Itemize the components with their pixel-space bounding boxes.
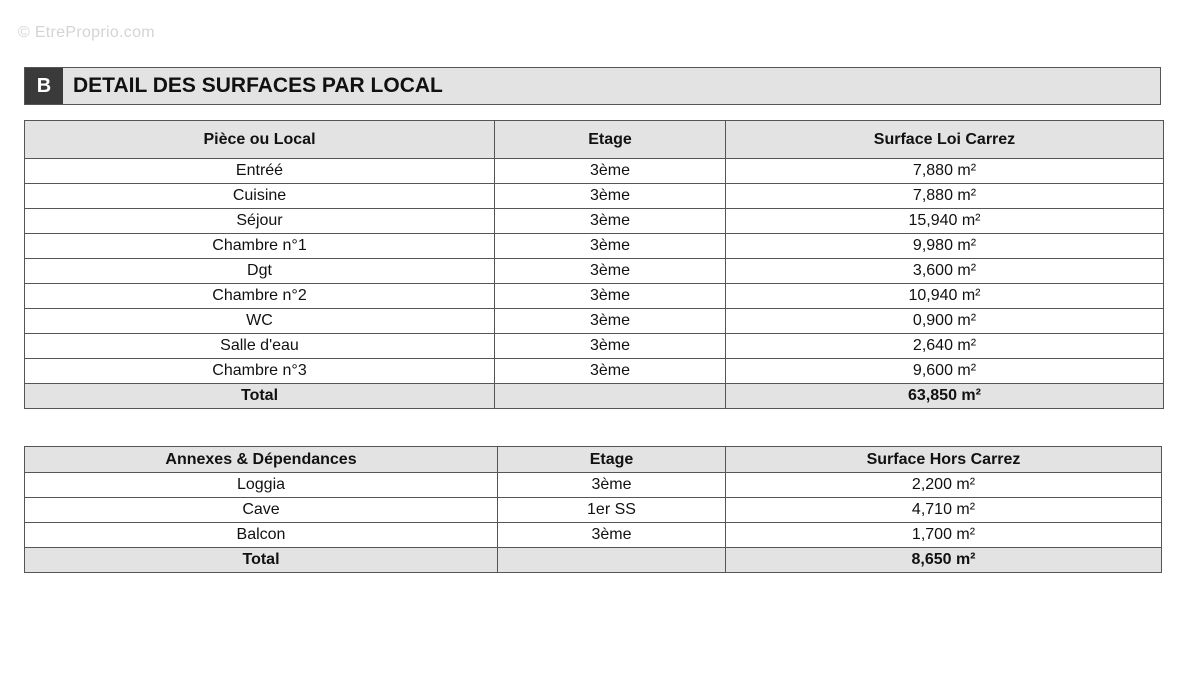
section-header [24,67,1161,105]
table-row [25,498,1162,523]
cell-surface: 3,600 m² [726,259,1164,284]
surfaces-loi-carrez-table [24,120,1164,409]
cell-etage: 3ème [495,309,726,334]
cell-surface: 9,980 m² [726,234,1164,259]
cell-surface: 7,880 m² [726,184,1164,209]
table-header-row [25,447,1162,473]
table-row [25,334,1164,359]
cell-surface: 1,700 m² [726,523,1162,548]
cell-name: Chambre n°2 [25,284,495,309]
table-row [25,184,1164,209]
cell-name: Cuisine [25,184,495,209]
table-row [25,309,1164,334]
table-row [25,209,1164,234]
table-row [25,259,1164,284]
section-letter: B [25,68,63,104]
cell-etage: 3ème [498,523,726,548]
cell-name: Chambre n°1 [25,234,495,259]
total-label: Total [25,548,498,573]
table-row [25,159,1164,184]
cell-surface: 2,640 m² [726,334,1164,359]
cell-surface: 7,880 m² [726,159,1164,184]
table-row [25,234,1164,259]
cell-name: Salle d'eau [25,334,495,359]
table-row [25,473,1162,498]
total-label: Total [25,384,495,409]
table-header-row [25,121,1164,159]
cell-etage: 3ème [495,259,726,284]
column-header-surface: Surface Hors Carrez [726,447,1162,473]
table-row [25,284,1164,309]
cell-etage: 3ème [495,334,726,359]
cell-surface: 4,710 m² [726,498,1162,523]
column-header-etage: Etage [498,447,726,473]
cell-name: Chambre n°3 [25,359,495,384]
cell-name: Cave [25,498,498,523]
total-etage [495,384,726,409]
total-row [25,384,1164,409]
cell-etage: 3ème [495,184,726,209]
table-row [25,359,1164,384]
cell-name: Entréé [25,159,495,184]
cell-name: Balcon [25,523,498,548]
total-etage [498,548,726,573]
cell-name: Dgt [25,259,495,284]
table-row [25,523,1162,548]
cell-etage: 1er SS [498,498,726,523]
total-row [25,548,1162,573]
column-header-piece: Pièce ou Local [25,121,495,159]
cell-name: Séjour [25,209,495,234]
cell-surface: 2,200 m² [726,473,1162,498]
section-title: DETAIL DES SURFACES PAR LOCAL [73,74,443,97]
cell-etage: 3ème [495,359,726,384]
total-value: 63,850 m² [726,384,1164,409]
cell-etage: 3ème [495,284,726,309]
cell-surface: 10,940 m² [726,284,1164,309]
cell-etage: 3ème [495,209,726,234]
cell-etage: 3ème [498,473,726,498]
column-header-annexe: Annexes & Dépendances [25,447,498,473]
cell-surface: 0,900 m² [726,309,1164,334]
column-header-surface: Surface Loi Carrez [726,121,1164,159]
cell-etage: 3ème [495,159,726,184]
watermark: © EtreProprio.com [18,24,155,41]
cell-surface: 15,940 m² [726,209,1164,234]
cell-name: Loggia [25,473,498,498]
total-value: 8,650 m² [726,548,1162,573]
annexes-dependances-table [24,446,1162,573]
cell-name: WC [25,309,495,334]
cell-surface: 9,600 m² [726,359,1164,384]
column-header-etage: Etage [495,121,726,159]
cell-etage: 3ème [495,234,726,259]
